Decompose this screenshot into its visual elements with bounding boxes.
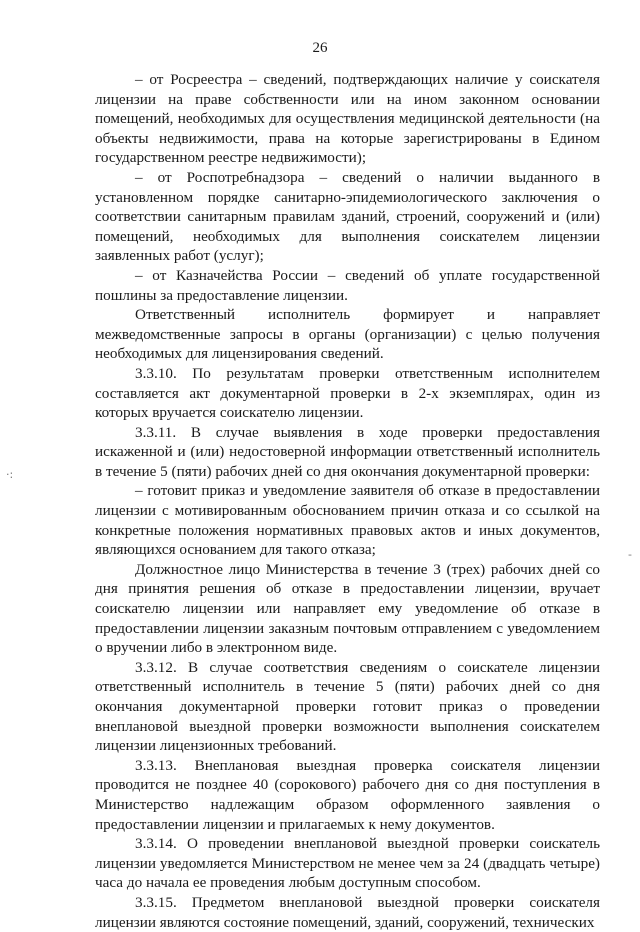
- paragraph-3-3-14: 3.3.14. О проведении внеплановой выездной проверки соискатель лицензии уведомляется Министерством не менее чем за 24 (двадцать четыре) часа до начала ее проведения любым доступным способом.: [95, 835, 600, 892]
- paragraph-3-3-12: 3.3.12. В случае соответствия сведениям о соискателе лицензии ответственный исполнитель в течение 5 (пяти) рабочих дней со дня окончания документарной проверки готовит приказ о проведении внеплановой выездной проверки возможности выполнения соискателем лицензии лицензионных требований.: [95, 658, 600, 755]
- paragraph-3-3-10: 3.3.10. По результатам проверки ответственным исполнителем составляется акт документарной проверки в 2-х экземплярах, один из которых вручается соискателю лицензии.: [95, 364, 600, 422]
- scan-artifact: -: [628, 548, 632, 561]
- paragraph-3-3-13: 3.3.13. Внеплановая выездная проверка соискателя лицензии проводится не позднее 40 (сорокового) рабочего дня со дня поступления в Министерство надлежащим образом оформленного заявления о предоставлении лицензии и прилагаемых к нему документов.: [95, 756, 600, 833]
- paragraph-requests: Ответственный исполнитель формирует и направляет межведомственные запросы в органы (организации) с целью получения необходимых для лицензирования сведений.: [95, 306, 600, 363]
- paragraph-treasury: – от Казначейства России – сведений об уплате государственной пошлины за предоставление лицензии.: [95, 266, 600, 304]
- paragraph-rosreestr: – от Росреестра – сведений, подтверждающих наличие у соискателя лицензии на праве собственности или на ином законном основании помещений, необходимых для осуществления медицинской деятельности (на объекты недвижимости, права на которые зарегистрированы в Едином государственном реестре недвижимости);: [95, 71, 600, 167]
- paragraph-rospotrebnadzor: – от Роспотребнадзора – сведений о наличии выданного в установленном порядке санитарно-эпидемиологического заключения о соответствии санитарным правилам зданий, строений, сооружений и (или) помещений, необходимых для выполнения соискателем лицензии заявленных работ (услуг);: [95, 168, 600, 265]
- paragraph-refusal-order: – готовит приказ и уведомление заявителя об отказе в предоставлении лицензии с мотивированным обоснованием причин отказа и со ссылкой на конкретные положения нормативных правовых актов и иных документов, являющихся основанием для такого отказа;: [95, 482, 600, 559]
- page-number: 26: [312, 40, 328, 56]
- scan-artifact: ·:: [6, 468, 14, 481]
- paragraph-3-3-11: 3.3.11. В случае выявления в ходе проверки предоставления искаженной и (или) недостоверной информации ответственный исполнитель в течение 5 (пяти) рабочих дней со дня окончания документарной проверки:: [95, 423, 600, 480]
- paragraph-3-3-15: 3.3.15. Предметом внеплановой выездной проверки соискателя лицензии являются состояние помещений, зданий, сооружений, технических: [95, 893, 600, 931]
- document-body: [95, 70, 600, 932]
- paragraph-official: Должностное лицо Министерства в течение 3 (трех) рабочих дней со дня принятия решения об отказе в предоставлении лицензии, вручает соискателю лицензии или направляет ему уведомление об отказе в предоставлении лицензии заказным почтовым отправлением с уведомлением о вручении либо в электронном виде.: [95, 560, 600, 657]
